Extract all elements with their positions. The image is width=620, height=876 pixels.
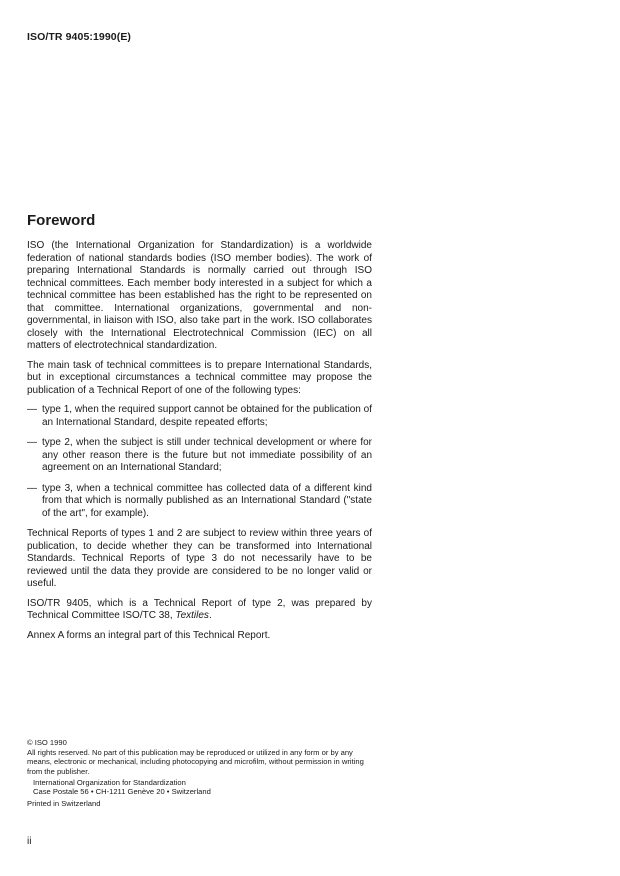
list-item (27, 404, 372, 429)
document-reference: ISO/TR 9405:1990(E) (27, 31, 132, 43)
organization-address: Case Postale 56 • CH-1211 Genève 20 • Switzerland (33, 787, 211, 797)
foreword-body (27, 240, 372, 649)
list-dash: — (27, 437, 37, 448)
committee-name: Textiles (175, 610, 209, 621)
organization-name: International Organization for Standardization (33, 777, 186, 787)
paragraph-review: Technical Reports of types 1 and 2 are subject to review within three years of publication, to decide whether they can be transformed into International Standards. Technical Reports of type 3 do not necessarily have to be reviewed until the data they provide are considered to be no longer valid or useful. (27, 528, 372, 589)
page-number: ii (27, 836, 32, 847)
list-item-text: type 2, when the subject is still under technical development or where for any other reason there is the future but not immediate possibility of an agreement on an International Standard; (42, 437, 372, 473)
paragraph-annex: Annex A forms an integral part of this Technical Report. (27, 629, 271, 641)
preparation-text: ISO/TR 9405, which is a Technical Report of type 2, was prepared by Technical Committee ISO/TC 38, (27, 597, 372, 621)
report-types-list (27, 404, 372, 520)
list-item-text: type 3, when a technical committee has collected data of a different kind from that which is normally published as an International Standard ("state of the art", for example). (42, 482, 372, 519)
paragraph-technical-committees: The main task of technical committees is to prepare International Standards, but in exceptional circumstances a technical committee may propose the publication of a Technical Report of one of the following types: (27, 359, 372, 396)
list-item (27, 437, 372, 475)
paragraph-preparation (27, 598, 372, 623)
copyright-line: © ISO 1990 (27, 738, 67, 747)
paragraph-iso-intro: ISO (the International Organization for Standardization) is a worldwide federation of national standards bodies (ISO member bodies). The work of preparing International Standards is normally carried out through ISO technical committees. Each member body interested in a subject for which a technical committee has been established has the right to be represented on that committee. International organizations, governmental and non-governmental, in liaison with ISO, also take part in the work. ISO collaborates closely with the International Electrotechnical Commission (IEC) on all matters of electrotechnical standardization. (27, 240, 372, 351)
list-dash: — (27, 404, 37, 415)
preparation-end: . (208, 610, 212, 621)
copyright-notice (27, 738, 372, 808)
rights-statement: All rights reserved. No part of this publication may be reproduced or utilized in any form or by any means, electronic or mechanical, including photocopying and microfilm, without permission in writing from the publisher. (27, 748, 364, 776)
list-item (27, 483, 372, 521)
section-title: Foreword (27, 212, 96, 229)
list-item-text: type 1, when the required support cannot be obtained for the publication of an International Standard, despite repeated efforts; (42, 404, 372, 428)
printed-in: Printed in Switzerland (27, 799, 101, 809)
list-dash: — (27, 482, 37, 494)
